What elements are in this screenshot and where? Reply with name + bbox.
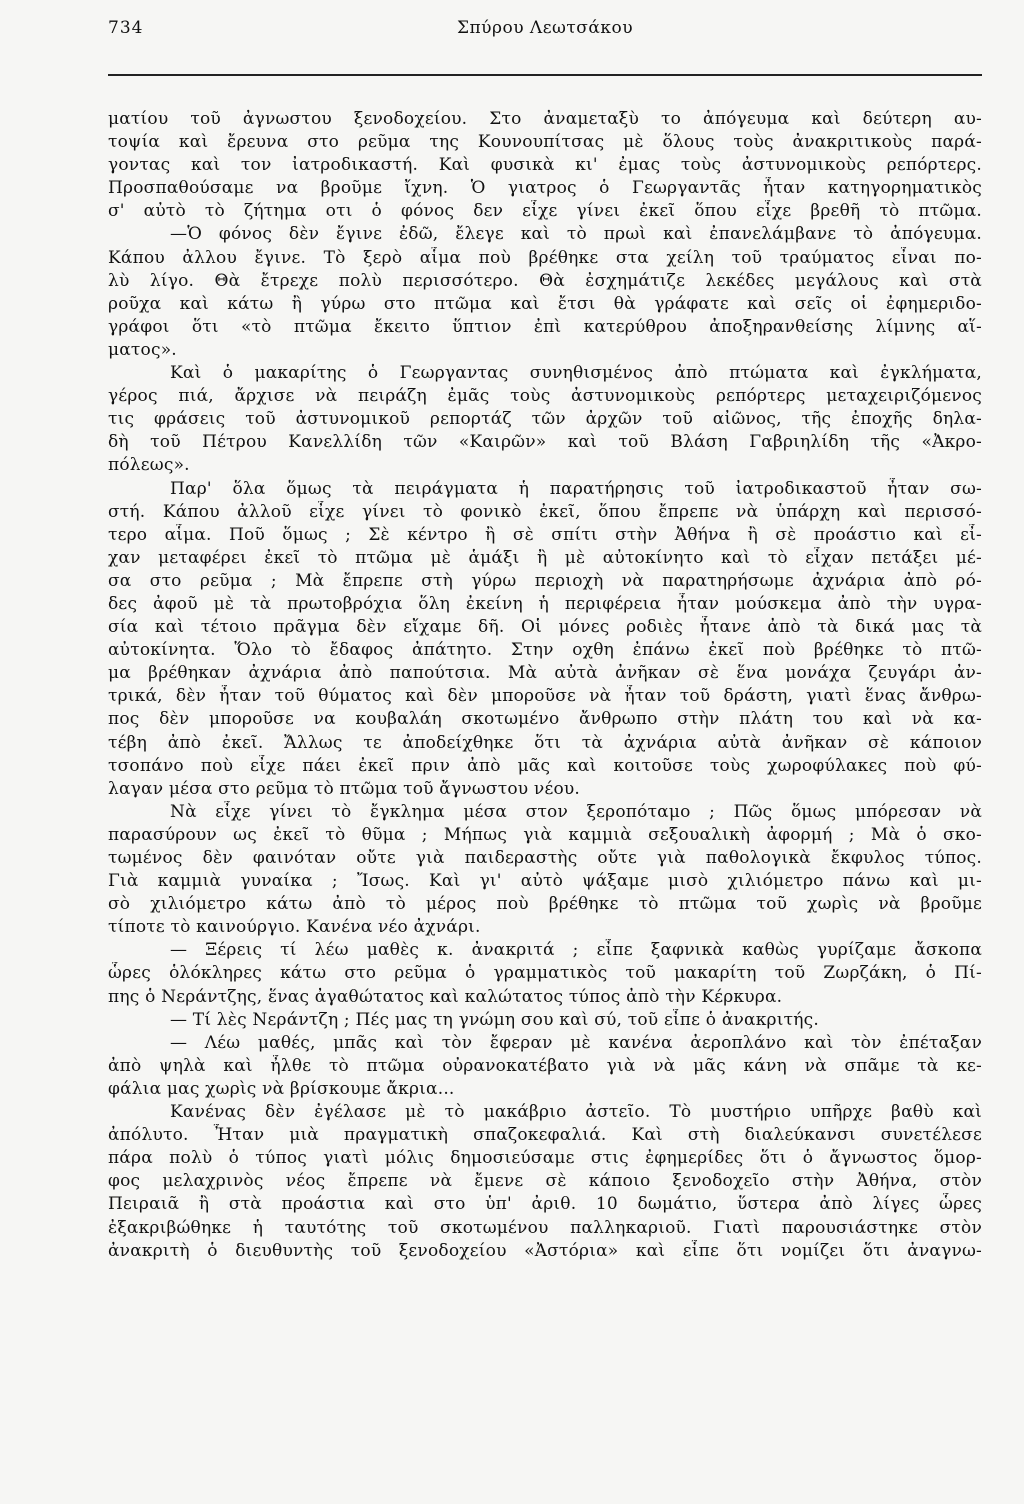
text-line: γοντας καὶ τον ἰατροδικαστή. Καὶ φυσικὰ κι' ἐμας τοὺς ἀστυνομικοὺς ρεπόρτερς. [108,155,982,176]
page-header [108,18,982,58]
text-line: ὧρες ὁλόκληρες κάτω στο ρεῦμα ὁ γραμματικὸς τοῦ μακαρίτη τοῦ Ζωρζάκη, ὁ Πί- [108,963,982,984]
text-line: λαγαν μέσα στο ρεῦμα τὸ πτῶμα τοῦ ἄγνωστου νέου. [108,778,581,799]
text-line: — Λέω μαθές, μπᾶς καὶ τὸν ἔφεραν μὲ κανένα ἀεροπλάνο καὶ τὸν ἐπέταξαν [170,1032,982,1053]
text-line: Νὰ εἶχε γίνει τὸ ἔγκλημα μέσα στον ξεροπόταμο ; Πῶς ὅμως μπόρεσαν νὰ [170,801,982,822]
text-line: ἀπόλυτο. Ἦταν μιὰ πραγματικὴ σπαζοκεφαλιά. Καὶ στὴ διαλεύκανσι συνετέλεσε [108,1125,982,1146]
text-line: ἀνακριτὴ ὁ διευθυντὴς τοῦ ξενοδοχείου «Ἀστόρια» καὶ εἶπε ὅτι νομίζει ὅτι ἀναγνω- [108,1240,982,1261]
text-line: πόλεως». [108,455,190,476]
text-line: — Τί λὲς Νεράντζη ; Πές μας τη γνώμη σου καὶ σύ, τοῦ εἶπε ὁ ἀνακριτής. [170,1009,819,1030]
text-line: Κάπου ἀλλου ἔγινε. Τὸ ξερὸ αἷμα ποὺ βρέθηκε στα χείλη τοῦ τραύματος εἶναι πο- [108,247,982,268]
running-head: Σπύρου Λεωτσάκου [456,18,634,38]
text-line: τρικά, δὲν ἦταν τοῦ θύματος καὶ δὲν μποροῦσε νὰ ἦταν τοῦ δράστη, γιατὶ ἕνας ἄνθρω- [108,686,982,707]
text-line: σία καὶ τέτοιο πρᾶγμα δὲν εἴχαμε δῆ. Οἱ μόνες ροδιὲς ἦτανε ἀπὸ τὰ δικά μας τὰ [108,617,982,638]
text-line: μα βρέθηκαν ἀχνάρια ἀπὸ παπούτσια. Μὰ αὐτὰ ἀνῆκαν σὲ ἕνα μονάχα ζευγάρι ἀν- [108,663,982,684]
text-line: σ' αὐτὸ τὸ ζήτημα οτι ὁ φόνος δεν εἶχε γίνει ἐκεῖ ὅπου εἶχε βρεθῆ τὸ πτῶμα. [108,201,982,222]
text-line: ἀπὸ ψηλὰ καὶ ἦλθε τὸ πτῶμα οὐρανοκατέβατο γιὰ νὰ μᾶς κάνη νὰ σπᾶμε τὰ κε- [108,1055,982,1076]
text-line: στή. Κάπου ἀλλοῦ εἶχε γίνει τὸ φονικὸ ἐκεῖ, ὅπου ἔπρεπε νὰ ὑπάρχη καὶ περισσό- [108,501,982,522]
text-line: τις φράσεις τοῦ ἀστυνομικοῦ ρεπορτάζ τῶν ἀρχῶν τοῦ αἰῶνος, τῆς ἐποχῆς δηλα- [108,409,982,430]
text-line: γέρος πιά, ἄρχισε νὰ πειράζη ἐμᾶς τοὺς ἀστυνομικοὺς ρεπόρτερς μεταχειριζόμενος [108,386,982,407]
text-line: τσοπάνο ποὺ εἶχε πάει ἐκεῖ πριν ἀπὸ μᾶς καὶ κοιτοῦσε τοὺς χωροφύλακες ποὺ φύ- [108,755,982,776]
body-text [108,108,982,1263]
page-number: 734 [108,18,144,38]
text-line: πος δὲν μποροῦσε να κουβαλάη σκοτωμένο ἄνθρωπο στὴν πλάτη του καὶ νὰ κα- [108,709,982,730]
text-line: πάρα πολὺ ὁ τύπος γιατὶ μόλις δημοσιεύσαμε στις ἐφημερίδες ὅτι ὁ ἄγνωστος ὅμορ- [108,1148,982,1169]
text-line: σὸ χιλιόμετρο κάτω ἀπὸ τὸ μέρος ποὺ βρέθηκε τὸ πτῶμα τοῦ χωρὶς νὰ βροῦμε [108,894,982,915]
text-line: τοψία καὶ ἔρευνα στο ρεῦμα της Κουνουπίτσας μὲ ὅλους τοὺς ἀνακριτικοὺς παρά- [108,132,982,153]
text-line: πης ὁ Νεράντζης, ἕνας ἀγαθώτατος καὶ καλώτατος τύπος ἀπὸ τὴν Κέρκυρα. [108,986,783,1007]
text-line: — Ξέρεις τί λέω μαθὲς κ. ἀνακριτά ; εἶπε ξαφνικὰ καθὼς γυρίζαμε ἄσκοπα [170,940,982,961]
text-line: Κανένας δὲν ἐγέλασε μὲ τὸ μακάβριο ἀστεῖο. Τὸ μυστήριο υπῆρχε βαθὺ καὶ [170,1102,982,1123]
text-line: Προσπαθούσαμε να βροῦμε ἴχνη. Ὁ γιατρος ὁ Γεωργαντᾶς ἦταν κατηγορηματικὸς [108,178,982,199]
text-line: ροῦχα καὶ κάτω ἢ γύρω στο πτῶμα καὶ ἔτσι θὰ γράφατε καὶ σεῖς οἱ ἐφημεριδο- [108,293,982,314]
text-line: Γιὰ καμμιὰ γυναίκα ; Ἴσως. Καὶ γι' αὐτὸ ψάξαμε μισὸ χιλιόμετρο πάνω καὶ μι- [108,871,982,892]
text-line: ματίου τοῦ ἀγνωστου ξενοδοχείου. Στο ἀναμεταξὺ το ἀπόγευμα καὶ δεύτερη αυ- [108,109,982,129]
text-line: τίποτε τὸ καινούργιο. Κανένα νέο ἀχνάρι. [108,917,481,938]
text-line: ἐξακριβώθηκε ἡ ταυτότης τοῦ σκοτωμένου παλληκαριοῦ. Γιατὶ παρουσιάστηκε στὸν [108,1217,982,1238]
text-line: φάλια μας χωρὶς νὰ βρίσκουμε ἄκρια... [108,1078,455,1099]
text-line: τερο αἷμα. Ποῦ ὅμως ; Σὲ κέντρο ἢ σὲ σπίτι στὴν Ἀθήνα ἢ σὲ προάστιο καὶ εἶ- [108,524,982,545]
text-line: δες ἀφοῦ μὲ τὰ πρωτοβρόχια ὅλη ἐκείνη ἡ περιφέρεια ἦταν μούσκεμα ἀπὸ τὴν υγρα- [108,593,982,614]
text-line: αὐτοκίνητα. Ὅλο τὸ ἔδαφος ἀπάτητο. Στην οχθη ἐπάνω ἐκεῖ ποὺ βρέθηκε τὸ πτῶ- [108,640,982,661]
text-line: σα στο ρεῦμα ; Μὰ ἔπρεπε στὴ γύρω περιοχὴ νὰ παρατηρήσωμε ἀχνάρια ἀπὸ ρό- [108,570,982,591]
text-line: ματος». [108,339,177,360]
text-line: γράφοι ὅτι «τὸ πτῶμα ἔκειτο ὕπτιον ἐπὶ κατερύθρου ἀποξηρανθείσης λίμνης αἵ- [108,316,982,337]
header-rule [108,74,982,76]
text-line: παρασύρουν ως ἐκεῖ τὸ θῦμα ; Μήπως γιὰ καμμιὰ σεξουαλικὴ ἀφορμή ; Μὰ ὁ σκο- [108,824,982,845]
text-line: δὴ τοῦ Πέτρου Κανελλίδη τῶν «Καιρῶν» καὶ τοῦ Βλάση Γαβριηλίδη τῆς «Ἀκρο- [108,432,982,453]
text-line: Πειραιᾶ ἢ στὰ προάστια καὶ στο ὑπ' ἀριθ. 10 δωμάτιο, ὕστερα ἀπὸ λίγες ὧρες [108,1194,982,1215]
text-line: Παρ' ὅλα ὅμως τὰ πειράγματα ἡ παρατήρησις τοῦ ἰατροδικαστοῦ ἦταν σω- [170,478,982,499]
text-line: χαν μεταφέρει ἐκεῖ τὸ πτῶμα μὲ ἁμάξι ἢ μὲ αὐτοκίνητο καὶ τὸ εἶχαν πετάξει μέ- [108,547,982,568]
text-line: τέβη ἀπὸ ἐκεῖ. Ἄλλως τε ἀποδείχθηκε ὅτι τὰ ἀχνάρια αὐτὰ ἀνῆκαν σὲ κάποιον [108,732,982,753]
text-line: φος μελαχρινὸς νέος ἔπρεπε νὰ ἔμενε σὲ κάποιο ξενοδοχεῖο στὴν Ἀθήνα, στὸν [108,1171,982,1192]
text-line: —Ὁ φόνος δὲν ἔγινε ἐδῶ, ἔλεγε καὶ τὸ πρωὶ καὶ ἐπανελάμβανε τὸ ἀπόγευμα. [170,224,982,245]
text-line: λὺ λίγο. Θὰ ἔτρεχε πολὺ περισσότερο. Θὰ ἐσχημάτιζε λεκέδες μεγάλους καὶ στὰ [108,270,982,291]
text-line: Καὶ ὁ μακαρίτης ὁ Γεωργαντας συνηθισμένος ἀπὸ πτώματα καὶ ἐγκλήματα, [170,363,982,384]
text-line: τωμένος δὲν φαινόταν οὔτε γιὰ παιδεραστὴς οὔτε γιὰ παθολογικὰ ἔκφυλος τύπος. [108,848,982,868]
